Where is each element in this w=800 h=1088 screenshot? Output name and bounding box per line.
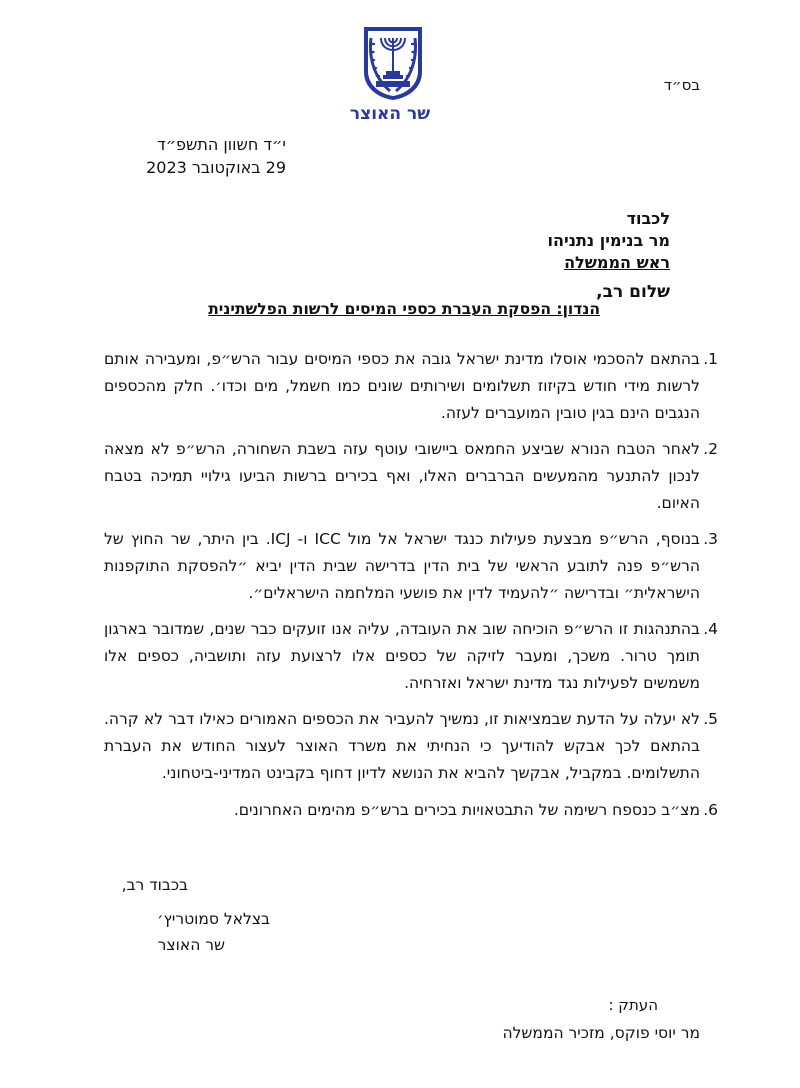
list-item [104,436,718,517]
bsd-header: בס״ד [663,76,700,94]
gregorian-date: 29 באוקטובר 2023 [146,158,286,177]
signer-name: בצלאל סמוטריץ׳ [157,910,270,928]
list-item-text: לאחר הטבח הנורא שביצע החמאס ביישובי עוטף עזה בשבת השחורה, הרש״פ לא מצאה לנכון להתנער מהמעשים הברברים האלו, ואף בכירים ברשות הביעו גילויי תמיכה בטבח האיום. [104,440,700,512]
signer-title: שר האוצר [157,936,225,954]
ministry-title: שר האוצר [349,104,431,124]
list-item-number: 5. [703,710,718,728]
list-item-text: בהתנהגות זו הרש״פ הוכיחה שוב את העובדה, עליה אנו זועקים כבר שנים, שמדובר בארגון תומך טרור. משכך, ומעבר לזיקה של כספים אלו לרצועת עזה ותושביה, כספים אלו משמשים לפעילות נגד מדינת ישראל ואזרחיה. [104,620,700,692]
list-item-number: 2. [703,440,718,458]
list-item [104,526,718,607]
addressee-name: מר בנימין נתניהו [547,231,670,250]
greeting: שלום רב, [596,282,670,302]
list-item-number: 6. [703,801,718,819]
addressee-salutation: לכבוד [626,209,670,228]
addressee-block [370,208,670,274]
list-item-text: מצ״ב כנספח רשימה של התבטאויות בכירים ברש״פ מהימים האחרונים. [233,801,700,819]
list-item-text: לא יעלה על הדעת שבמציאות זו, נמשיך להעביר את הכספים האמורים כאילו דבר לא קרה. בהתאם לכך אבקש להודיעך כי הנחיתי את משרד האוצר לעצור החודש את העברת התשלומים. במקביל, אבקשך להביא את הנושא לדיון דחוף בקבינט המדיני-ביטחוני. [104,710,700,782]
closing-regards: בכבוד רב, [121,876,188,894]
list-item-number: 3. [703,530,718,548]
cc-recipient: מר יוסי פוקס, מזכיר הממשלה [502,1024,700,1042]
state-emblem-menorah-icon [360,24,426,102]
cc-label: העתק : [608,996,658,1014]
list-item [104,706,718,787]
list-item-number: 1. [703,350,718,368]
list-item [104,616,718,697]
list-item-number: 4. [703,620,718,638]
hebrew-date: י״ד חשוון התשפ״ד [156,135,286,154]
list-item [104,797,718,824]
subject-line: הנדון: הפסקת העברת כספי המיסים לרשות הפלשתינית [208,300,600,318]
list-item [104,346,718,427]
letter-date [96,133,286,179]
list-item-text: בנוסף, הרש״פ מבצעת פעילות כנגד ישראל אל מול ICC ו- ICJ. בין היתר, שר החוץ של הרש״פ פנה לתובע הראשי של בית הדין בדרישה שבית הדין יביא ״להפסקת התוקפנות הישראלית״ ובדרישה ״להעמיד לדין את פושעי המלחמה הישראלים״. [104,530,700,602]
list-item-text: בהתאם להסכמי אוסלו מדינת ישראל גובה את כספי המיסים עבור הרש״פ, ומעבירה אותם לרשות מידי חודש בקיזוז תשלומים ושירותים שונים כמו חשמל, מים וכדו׳. חלק מהכספים הנגבים הינם בגין טובין המועברים לעזה. [104,350,700,422]
addressee-title: ראש הממשלה [564,253,670,272]
